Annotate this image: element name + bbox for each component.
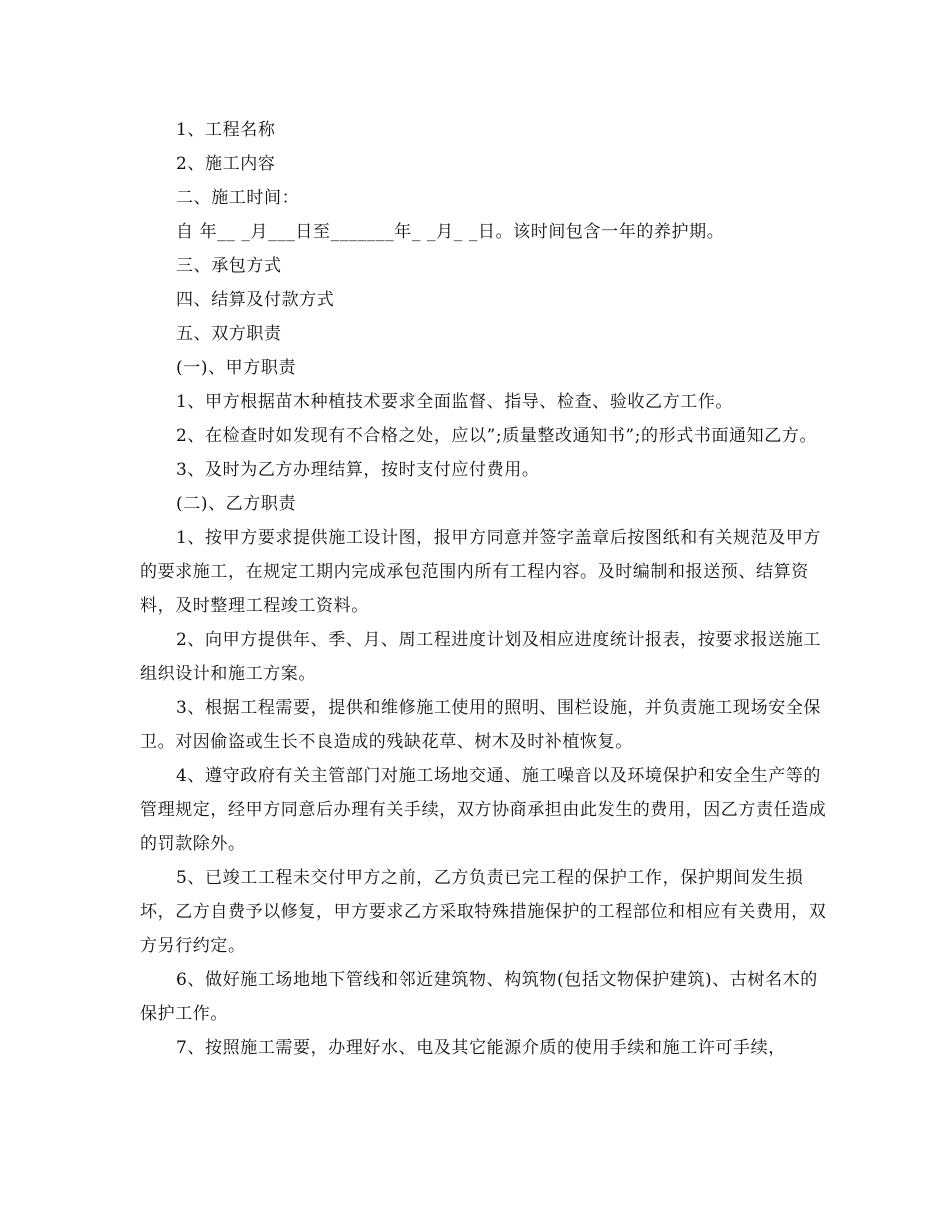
subheading-party-a: (一)、甲方职责 (176, 358, 297, 378)
heading-responsibilities: 五、双方职责 (176, 324, 282, 344)
paragraph-b-7: 7、按照施工需要，办理好水、电及其它能源介质的使用手续和施工许可手续， (176, 1038, 786, 1058)
paragraph-b-3: 3、根据工程需要，提供和维修施工使用的照明、围栏设施，并负责施工现场安全保卫。对因偷盗或生长不良造成的残缺花草、树木及时补植恢复。 (140, 698, 822, 752)
document-body (140, 113, 830, 1065)
paragraph-b-5: 5、已竣工工程未交付甲方之前，乙方负责已完工程的保护工作，保护期间发生损坏，乙方自费予以修复，甲方要求乙方采取特殊措施保护的工程部位和相应有关费用，双方另行约定。 (140, 868, 827, 956)
paragraph-a-3: 3、及时为乙方办理结算，按时支付应付费用。 (176, 460, 540, 480)
paragraph-b-2: 2、向甲方提供年、季、月、周工程进度计划及相应进度统计报表，按要求报送施工组织设计和施工方案。 (140, 630, 822, 684)
paragraph-a-1: 1、甲方根据苗木种植技术要求全面监督、指导、检查、验收乙方工作。 (176, 392, 734, 412)
paragraph-a-2: 2、在检查时如发现有不合格之处，应以”;质量整改通知书”;的形式书面通知乙方。 (176, 426, 818, 446)
paragraph-construction-content: 2、施工内容 (176, 154, 276, 174)
paragraph-project-name: 1、工程名称 (176, 120, 276, 140)
subheading-party-b: (二)、乙方职责 (176, 494, 297, 514)
paragraph-b-4: 4、遵守政府有关主管部门对施工场地交通、施工噪音以及环境保护和安全生产等的管理规定，经甲方同意后办理有关手续，双方协商承担由此发生的费用，因乙方责任造成的罚款除外。 (140, 766, 827, 854)
heading-settlement-payment: 四、结算及付款方式 (176, 290, 335, 310)
heading-contract-method: 三、承包方式 (176, 256, 282, 276)
paragraph-time-range: 自 年__ _月___日至_______年_ _月_ _日。该时间包含一年的养护期。 (176, 222, 725, 242)
heading-construction-time: 二、施工时间： (176, 188, 300, 208)
paragraph-b-6: 6、做好施工场地地下管线和邻近建筑物、构筑物(包括文物保护建筑)、古树名木的保护工作。 (140, 970, 818, 1024)
paragraph-b-1: 1、按甲方要求提供施工设计图，报甲方同意并签字盖章后按图纸和有关规范及甲方的要求施工，在规定工期内完成承包范围内所有工程内容。及时编制和报送预、结算资料，及时整理工程竣工资料。 (140, 528, 822, 616)
